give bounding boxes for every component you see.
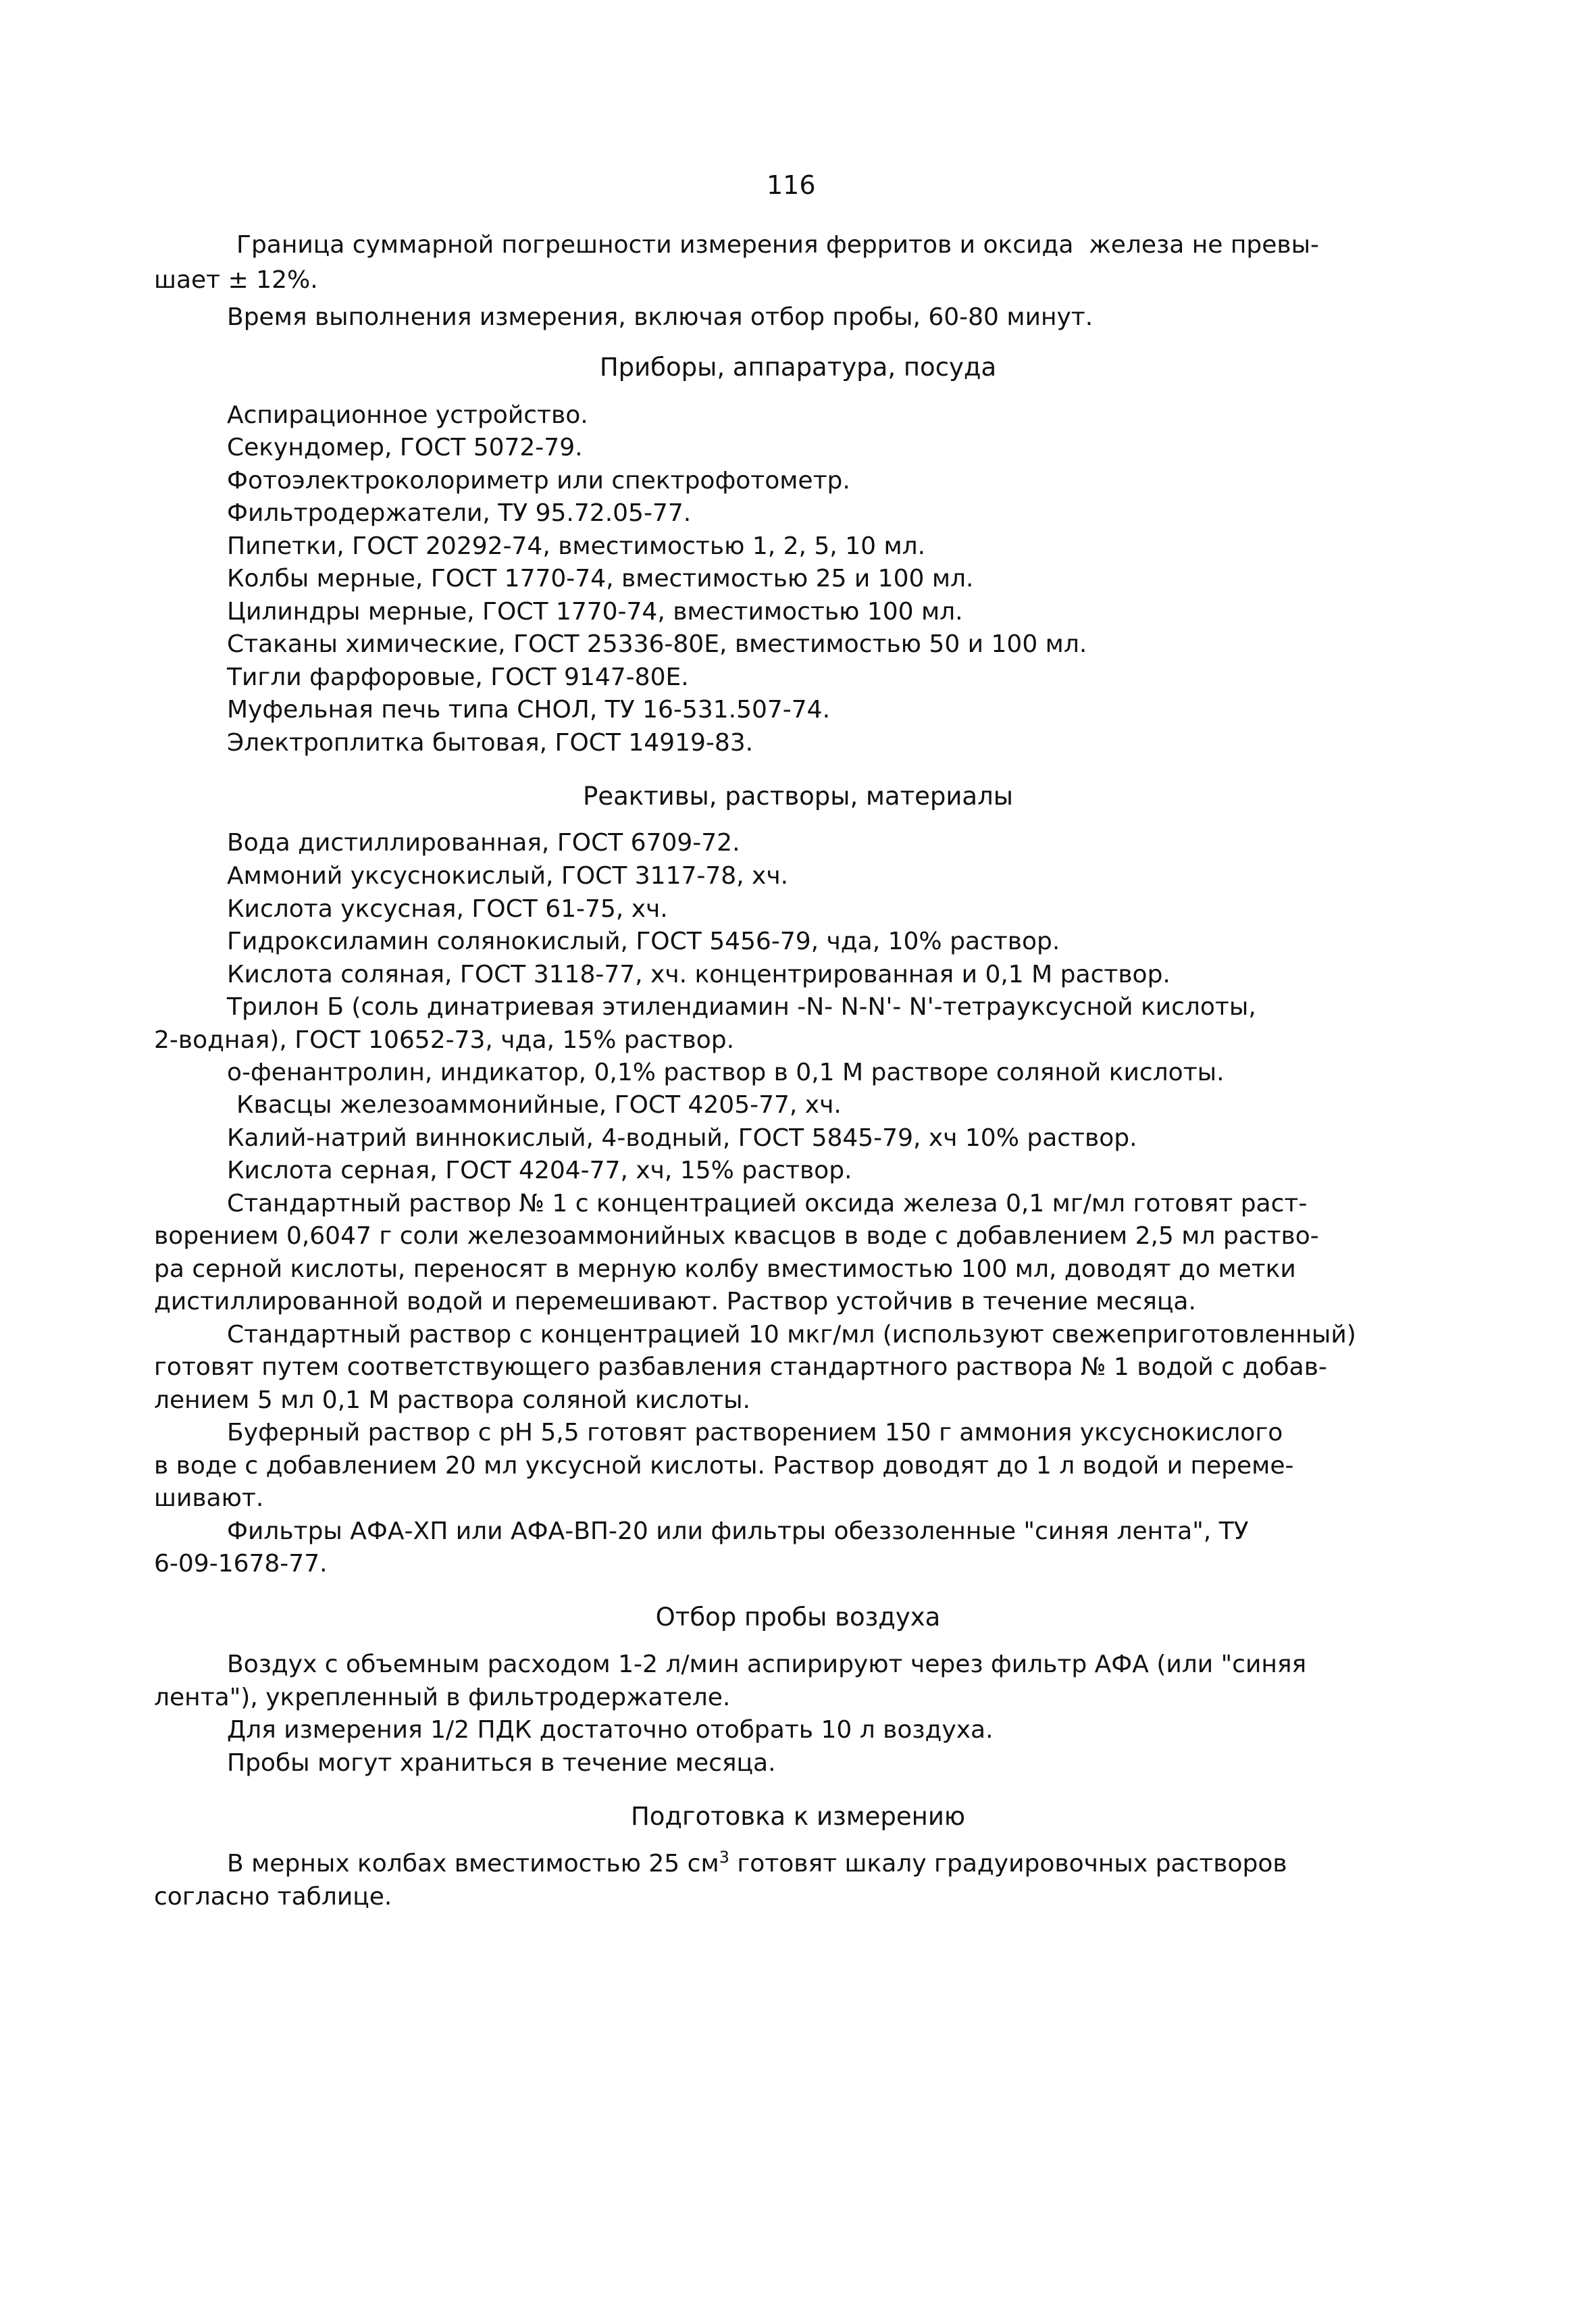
devices-heading: Приборы, аппаратура, посуда — [599, 353, 997, 382]
reagent-line: готовят путем соответствующего разбавления стандартного раствора № 1 водой с добав- — [154, 1353, 1327, 1381]
cubic-superscript: 3 — [719, 1848, 729, 1867]
device-item: Цилиндры мерные, ГОСТ 1770-74, вместимостью 100 мл. — [227, 598, 963, 626]
reagent-line: ра серной кислоты, переносят в мерную колбу вместимостью 100 мл, доводят до метки — [154, 1255, 1296, 1283]
device-item: Секундомер, ГОСТ 5072-79. — [227, 434, 583, 461]
reagent-line: Кислота соляная, ГОСТ 3118-77, хч. концентрированная и 0,1 М раствор. — [227, 961, 1170, 988]
sampling-line: Для измерения 1/2 ПДК достаточно отобрать 10 л воздуха. — [227, 1716, 994, 1744]
device-item: Электроплитка бытовая, ГОСТ 14919-83. — [227, 729, 754, 757]
device-item: Фильтродержатели, ТУ 95.72.05-77. — [227, 499, 692, 527]
device-item: Тигли фарфоровые, ГОСТ 9147-80Е. — [227, 663, 689, 691]
reagent-line: 6-09-1678-77. — [154, 1550, 328, 1578]
error-bound-line-1: Граница суммарной погрешности измерения ферритов и оксида железа не превы- — [236, 231, 1320, 259]
preparation-line-1 — [227, 1848, 1287, 1878]
reagent-line: Стандартный раствор № 1 с концентрацией оксида железа 0,1 мг/мл готовят раст- — [227, 1190, 1308, 1217]
reagent-line: Калий-натрий виннокислый, 4-водный, ГОСТ 5845-79, хч 10% раствор. — [227, 1124, 1137, 1152]
sampling-line: Воздух с объемным расходом 1-2 л/мин аспирируют через фильтр АФА (или "синяя — [227, 1651, 1307, 1678]
reagent-line: шивают. — [154, 1484, 264, 1512]
reagent-line: Гидроксиламин солянокислый, ГОСТ 5456-79, чда, 10% раствор. — [227, 928, 1060, 955]
reagent-line: дистиллированной водой и перемешивают. Раствор устойчив в течение месяца. — [154, 1288, 1196, 1315]
device-item: Фотоэлектроколориметр или спектрофотометр. — [227, 467, 850, 495]
page-number: 116 — [767, 170, 816, 200]
reagent-line: Буферный раствор с pH 5,5 готовят растворением 150 г аммония уксуснокислого — [227, 1419, 1283, 1447]
preparation-line-1-tail: готовят шкалу градуировочных растворов — [729, 1850, 1287, 1878]
preparation-line-1-text: В мерных колбах вместимостью 25 см — [227, 1850, 719, 1878]
reagent-line: Фильтры АФА-ХП или АФА-ВП-20 или фильтры обеззоленные "синяя лента", ТУ — [227, 1517, 1249, 1545]
reagent-line: Вода дистиллированная, ГОСТ 6709-72. — [227, 829, 740, 857]
device-item: Аспирационное устройство. — [227, 401, 588, 429]
sampling-heading: Отбор пробы воздуха — [655, 1603, 941, 1632]
reagent-line: Стандартный раствор с концентрацией 10 мкг/мл (используют свежеприготовленный) — [227, 1321, 1356, 1349]
preparation-heading: Подготовка к измерению — [630, 1802, 966, 1831]
device-item: Пипетки, ГОСТ 20292-74, вместимостью 1, 2, 5, 10 мл. — [227, 532, 926, 560]
device-item: Колбы мерные, ГОСТ 1770-74, вместимостью 25 и 100 мл. — [227, 565, 974, 593]
reagent-line: Кислота серная, ГОСТ 4204-77, хч, 15% раствор. — [227, 1157, 852, 1184]
reagent-line: Трилон Б (соль динатриевая этилендиамин -N- N-N'- N'-тетрауксусной кислоты, — [227, 993, 1256, 1021]
sampling-line: Пробы могут храниться в течение месяца. — [227, 1749, 776, 1777]
reagent-line: лением 5 мл 0,1 М раствора соляной кислоты. — [154, 1386, 750, 1414]
reagent-line: Квасцы железоаммонийные, ГОСТ 4205-77, хч. — [236, 1091, 842, 1119]
measurement-time-line: Время выполнения измерения, включая отбор пробы, 60-80 минут. — [227, 303, 1093, 331]
reagent-line: Кислота уксусная, ГОСТ 61-75, хч. — [227, 895, 668, 923]
reagent-line: ворением 0,6047 г соли железоаммонийных квасцов в воде с добавлением 2,5 мл раство- — [154, 1222, 1319, 1250]
reagents-heading: Реактивы, растворы, материалы — [583, 782, 1013, 811]
reagent-line: 2-водная), ГОСТ 10652-73, чда, 15% раствор. — [154, 1026, 735, 1054]
error-bound-line-2: шает ± 12%. — [154, 266, 318, 294]
reagent-line: в воде с добавлением 20 мл уксусной кислоты. Раствор доводят до 1 л водой и переме- — [154, 1452, 1294, 1480]
reagent-line: о-фенантролин, индикатор, 0,1% раствор в 0,1 М растворе соляной кислоты. — [227, 1059, 1225, 1086]
device-item: Стаканы химические, ГОСТ 25336-80Е, вместимостью 50 и 100 мл. — [227, 630, 1087, 658]
device-item: Муфельная печь типа СНОЛ, ТУ 16-531.507-74. — [227, 696, 831, 724]
preparation-line-2: согласно таблице. — [154, 1883, 392, 1911]
sampling-line: лента"), укрепленный в фильтродержателе. — [154, 1684, 731, 1711]
reagent-line: Аммоний уксуснокислый, ГОСТ 3117-78, хч. — [227, 862, 789, 890]
